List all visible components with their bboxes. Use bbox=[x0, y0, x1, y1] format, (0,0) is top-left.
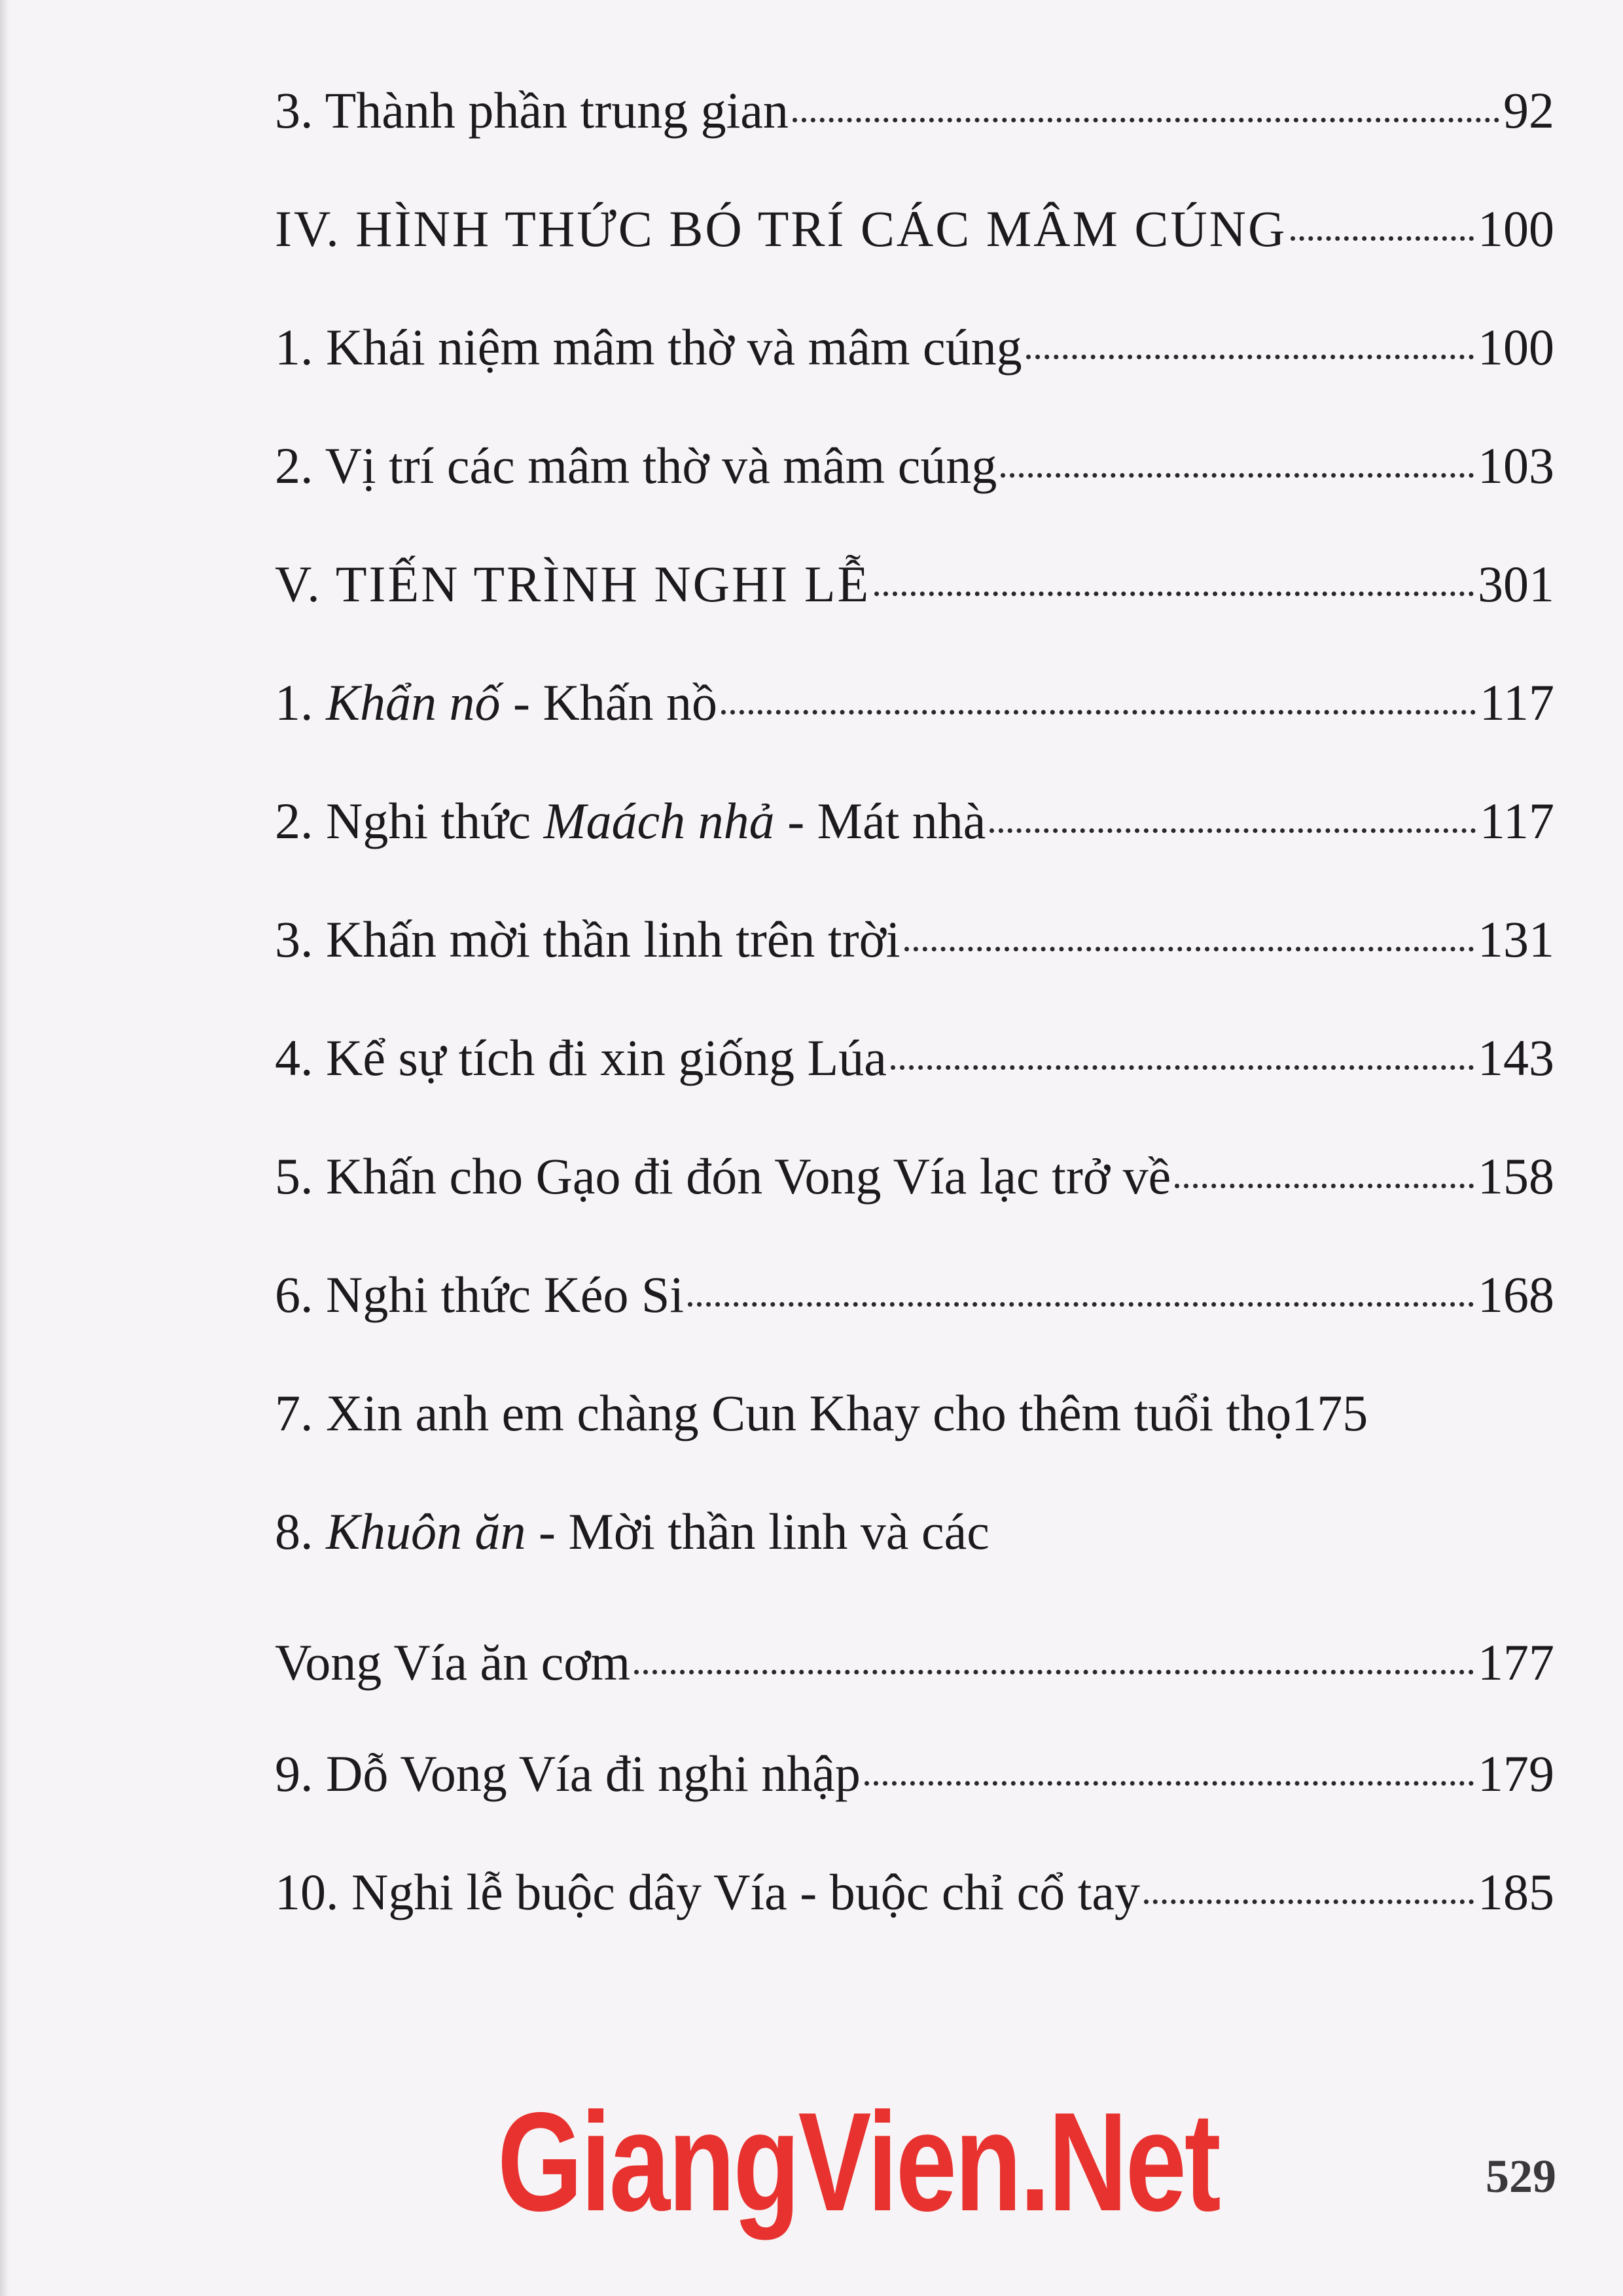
toc-entry-page: 168 bbox=[1478, 1266, 1554, 1323]
toc-entry bbox=[275, 1266, 1554, 1388]
dot-leader bbox=[1026, 355, 1474, 359]
toc-entry-label-line2: Vong Vía ăn cơm bbox=[275, 1634, 631, 1691]
toc-entry-page: 103 bbox=[1478, 437, 1554, 494]
toc-entry-page: 100 bbox=[1478, 319, 1554, 376]
watermark-logo: GiangVien.Net bbox=[497, 2083, 1219, 2240]
toc-entry-label-suffix: - Mát nhà bbox=[774, 792, 986, 849]
toc-entry-page: 100 bbox=[1478, 200, 1554, 257]
toc-entry-label: 9. Dỗ Vong Vía đi nghi nhập bbox=[275, 1745, 861, 1802]
toc-entry-page: 92 bbox=[1503, 82, 1554, 139]
toc-entry-label: 7. Xin anh em chàng Cun Khay cho thêm tuổi thọ bbox=[275, 1385, 1292, 1441]
toc-entry-label: 2. Vị trí các mâm thờ và mâm cúng bbox=[275, 437, 997, 494]
toc-entry bbox=[275, 911, 1554, 1033]
dot-leader bbox=[865, 1781, 1474, 1786]
toc-entry-label-italic: Khuôn ăn bbox=[326, 1503, 526, 1560]
toc-entry-page: 143 bbox=[1478, 1029, 1554, 1086]
dot-leader bbox=[874, 592, 1474, 596]
toc-entry-label bbox=[275, 674, 717, 731]
page-edge-shadow bbox=[0, 0, 9, 2296]
toc-entry bbox=[275, 556, 1554, 677]
dot-leader bbox=[1291, 236, 1474, 241]
dot-leader bbox=[891, 1065, 1474, 1070]
toc-entry-label bbox=[275, 1503, 990, 1560]
toc-entry-label-prefix: 2. Nghi thức bbox=[275, 792, 544, 849]
toc-entry-label-prefix: 1. bbox=[275, 674, 326, 731]
dot-leader bbox=[1175, 1184, 1474, 1188]
toc-entry-label: 3. Thành phần trung gian bbox=[275, 82, 789, 139]
toc-entry-page: 185 bbox=[1478, 1863, 1554, 1920]
toc-entry bbox=[275, 437, 1554, 559]
dot-leader bbox=[1001, 473, 1474, 478]
dot-leader bbox=[990, 828, 1475, 833]
toc-entry-page: 177 bbox=[1478, 1634, 1554, 1691]
toc-entry bbox=[275, 792, 1554, 914]
toc-entry-label: 10. Nghi lễ buộc dây Vía - buộc chỉ cổ tay bbox=[275, 1863, 1141, 1920]
dot-leader bbox=[1144, 1899, 1474, 1904]
dot-leader bbox=[688, 1302, 1474, 1307]
toc-entry bbox=[275, 319, 1554, 440]
toc-entry-label: V. TIẾN TRÌNH NGHI LỄ bbox=[275, 556, 871, 612]
page-number: 529 bbox=[1486, 2150, 1556, 2202]
toc-entry-label-italic: Maách nhả bbox=[543, 792, 775, 849]
toc-entry-label-suffix: - Khấn nồ bbox=[500, 674, 717, 731]
toc-entry-label: 5. Khấn cho Gạo đi đón Vong Vía lạc trở về bbox=[275, 1148, 1171, 1205]
toc-entry-page: 117 bbox=[1479, 792, 1554, 849]
toc-entry-label: 1. Khái niệm mâm thờ và mâm cúng bbox=[275, 319, 1022, 376]
dot-leader bbox=[634, 1670, 1474, 1674]
dot-leader bbox=[793, 118, 1499, 122]
toc-entry bbox=[275, 1385, 1554, 1506]
toc-entry bbox=[275, 1503, 1554, 1637]
toc-entry bbox=[275, 1745, 1554, 1867]
toc-entry bbox=[275, 82, 1554, 203]
toc-entry bbox=[275, 1029, 1554, 1151]
toc-entry-page: 131 bbox=[1478, 911, 1554, 968]
toc-entry-label: 4. Kể sự tích đi xin giống Lúa bbox=[275, 1029, 887, 1086]
toc-entry-label-prefix: 8. bbox=[275, 1503, 326, 1560]
toc-entry-continuation bbox=[275, 1634, 1554, 1748]
toc-entry-page: 179 bbox=[1478, 1745, 1554, 1802]
toc-entry-page: 301 bbox=[1478, 556, 1554, 612]
toc-entry-page: 117 bbox=[1479, 674, 1554, 731]
dot-leader bbox=[904, 947, 1474, 951]
toc-entry-label bbox=[275, 792, 986, 849]
toc-entry-label-italic: Khẩn nố bbox=[326, 674, 501, 731]
toc-entry-page: 158 bbox=[1478, 1148, 1554, 1205]
toc-entry bbox=[275, 674, 1554, 796]
toc-entry-label: 6. Nghi thức Kéo Si bbox=[275, 1266, 685, 1323]
table-of-contents bbox=[275, 82, 1554, 1985]
toc-entry bbox=[275, 200, 1554, 322]
toc-entry-label: IV. HÌNH THỨC BÓ TRÍ CÁC MÂM CÚNG bbox=[275, 200, 1287, 257]
toc-entry-label: 3. Khấn mời thần linh trên trời bbox=[275, 911, 901, 968]
toc-entry bbox=[275, 1863, 1554, 1985]
toc-entry-page: 175 bbox=[1291, 1385, 1368, 1441]
dot-leader bbox=[721, 710, 1476, 715]
toc-entry bbox=[275, 1148, 1554, 1269]
toc-entry-label-suffix: - Mời thần linh và các bbox=[526, 1503, 990, 1560]
